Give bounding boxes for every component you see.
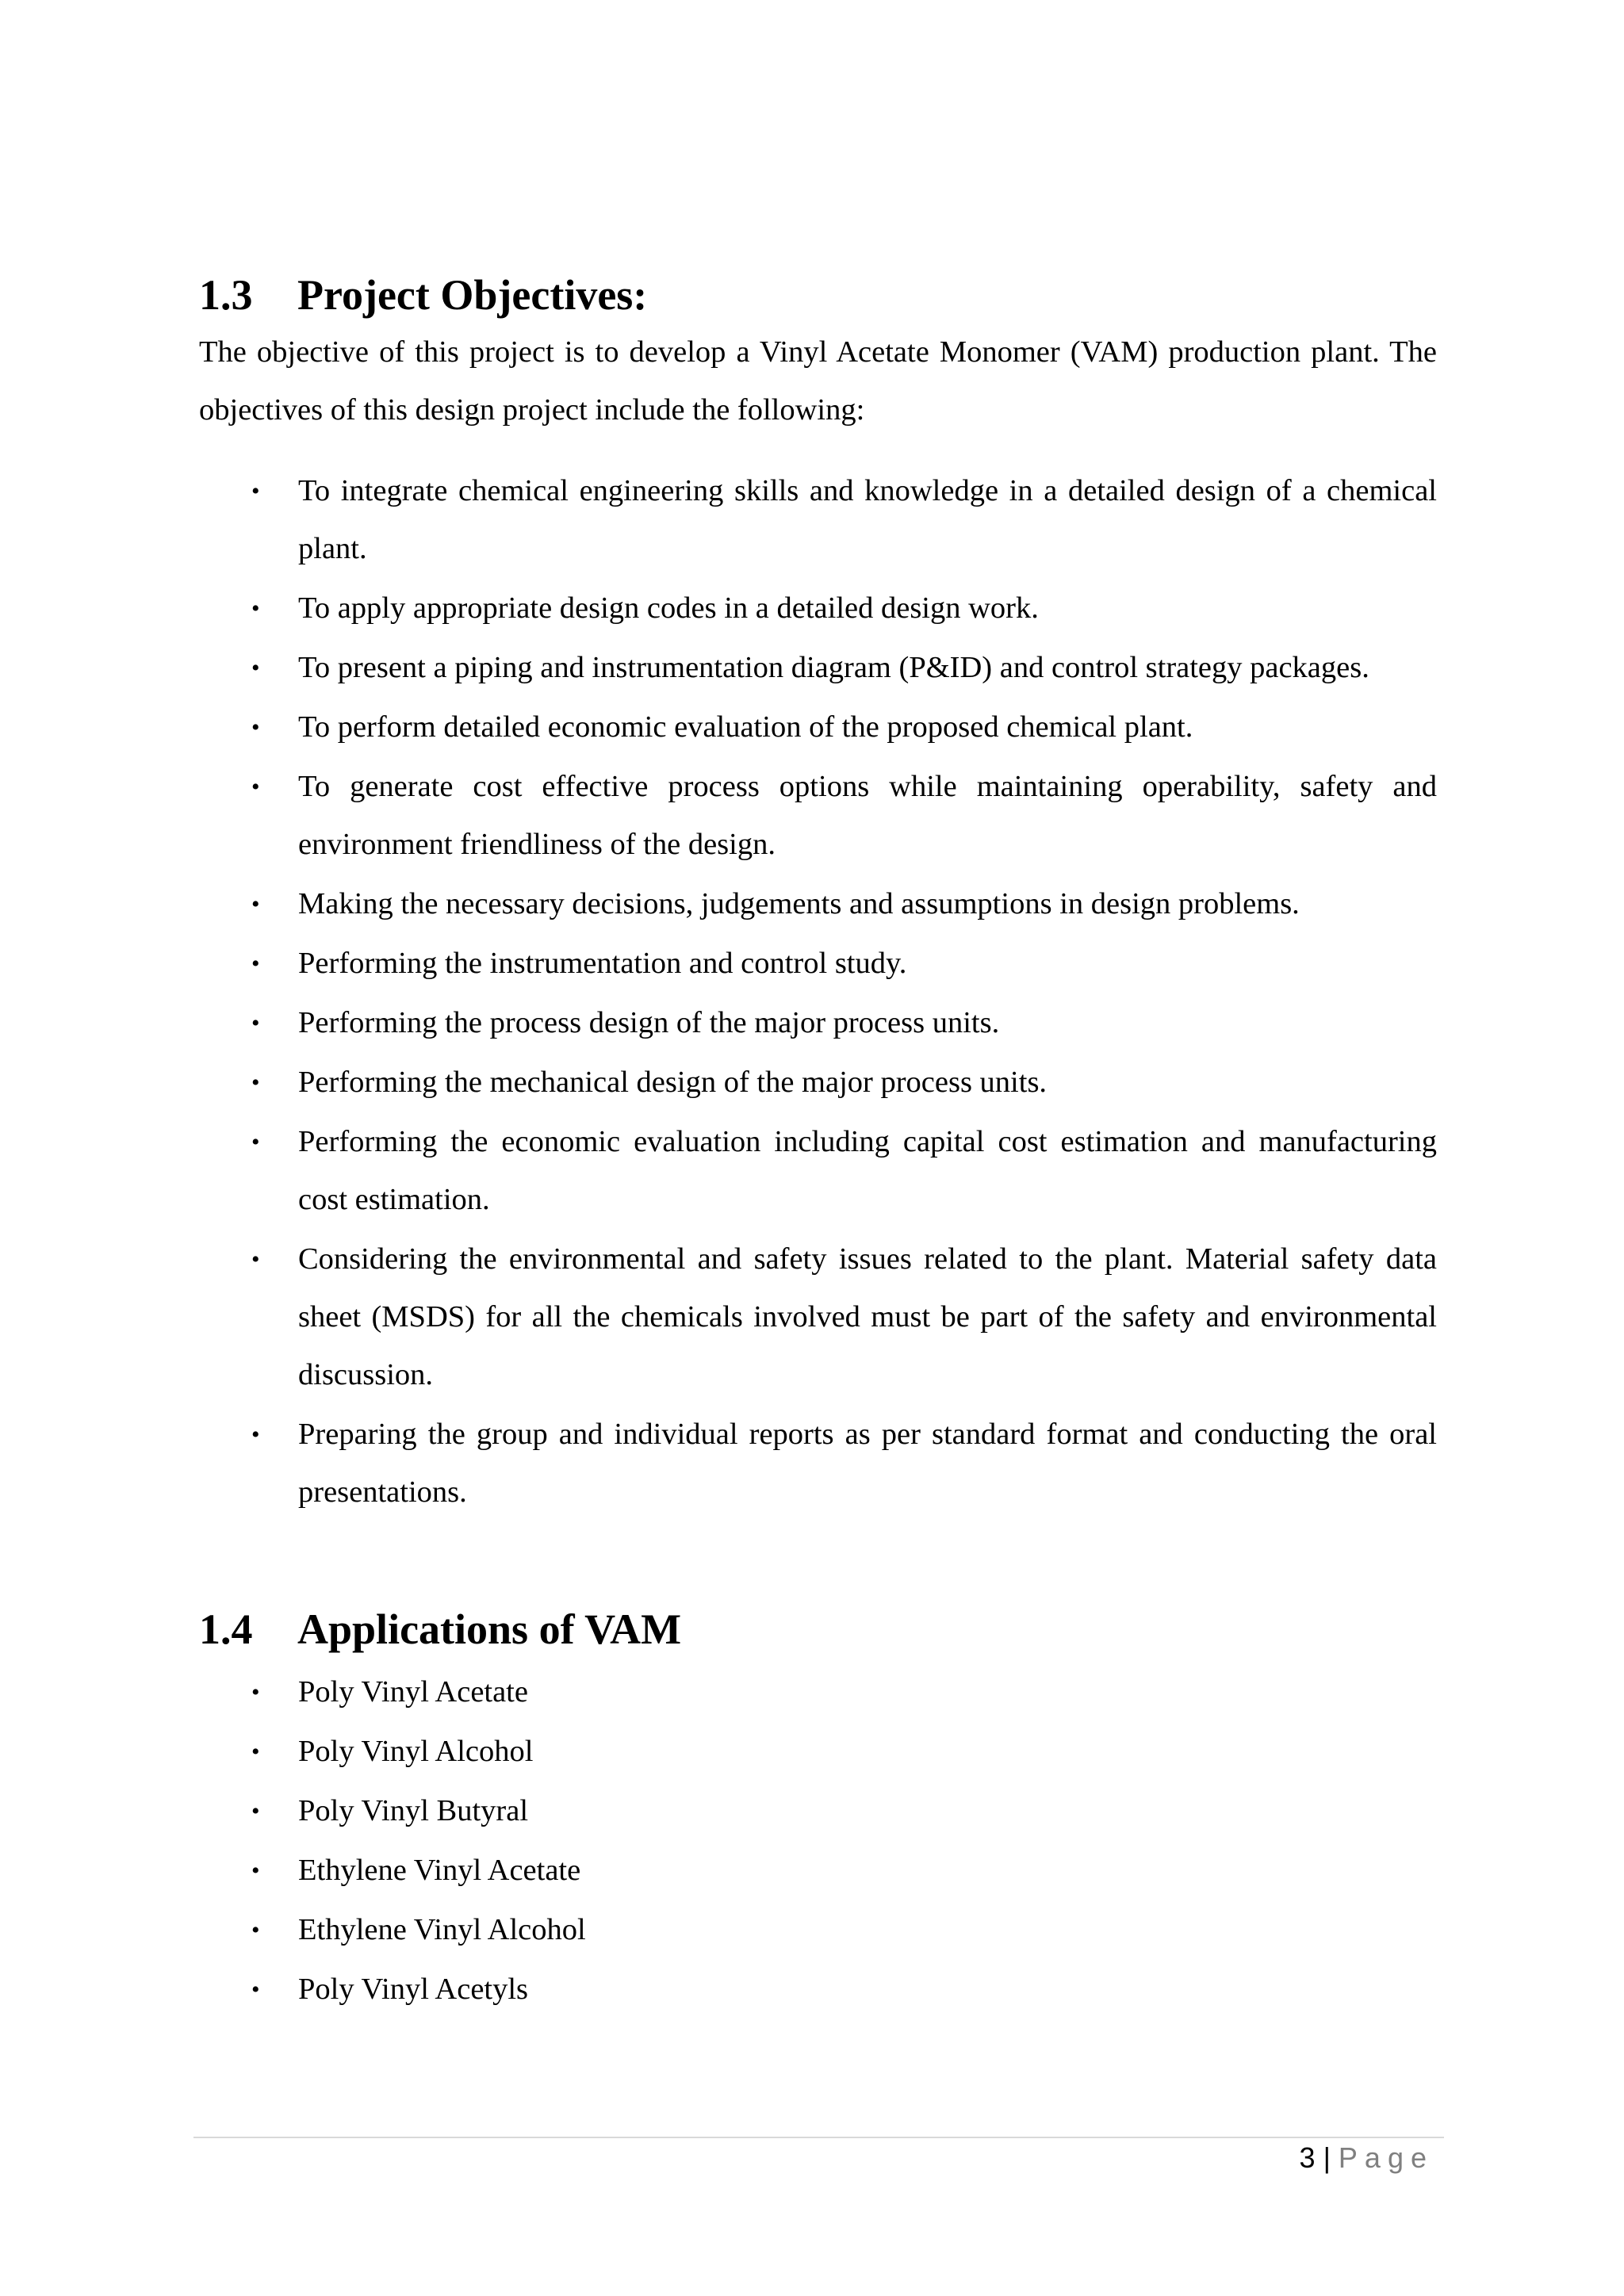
page-number: 3	[1299, 2141, 1316, 2174]
list-item: • Considering the environmental and safety issues related to the plant. Material safety data sheet (MSDS) for all the chemicals involved must be part of the safety and environmental discussion.	[199, 1230, 1437, 1404]
bullet-icon: •	[251, 595, 260, 622]
footer-divider	[193, 2137, 1444, 2138]
list-item: • Performing the economic evaluation including capital cost estimation and manufacturing cost estimation.	[199, 1113, 1437, 1229]
bullet-icon: •	[251, 477, 260, 504]
list-item: • Performing the instrumentation and control study.	[199, 935, 1437, 993]
bullet-icon: •	[251, 1738, 260, 1765]
bullet-icon: •	[251, 1246, 260, 1272]
list-item: • Performing the process design of the major process units.	[199, 994, 1437, 1052]
objectives-intro: The objective of this project is to develop a Vinyl Acetate Monomer (VAM) production plant. The objectives of this design project include the following:	[199, 335, 1437, 427]
page-content	[199, 270, 1437, 2020]
applications-list	[199, 1663, 1437, 2019]
bullet-icon: •	[251, 1916, 260, 1943]
footer-separator: |	[1323, 2141, 1331, 2174]
list-item: • Poly Vinyl Acetate	[199, 1663, 1437, 1721]
page-label: Page	[1338, 2141, 1434, 2174]
list-item: • Poly Vinyl Butyral	[199, 1782, 1437, 1840]
bullet-icon: •	[251, 1976, 260, 2003]
list-item: • Making the necessary decisions, judgements and assumptions in design problems.	[199, 875, 1437, 933]
list-item: • Poly Vinyl Acetyls	[199, 1961, 1437, 2019]
bullet-icon: •	[251, 1421, 260, 1448]
list-item: • To perform detailed economic evaluation of the proposed chemical plant.	[199, 698, 1437, 756]
section-title: Applications of VAM	[297, 1605, 682, 1653]
page-footer	[1300, 2141, 1434, 2175]
bullet-icon: •	[251, 1678, 260, 1705]
bullet-icon: •	[251, 1797, 260, 1824]
section-number: 1.3	[199, 271, 253, 319]
section-heading-1-4	[199, 1604, 1437, 1655]
section-heading-1-3	[199, 270, 1437, 321]
list-item: • To integrate chemical engineering skills and knowledge in a detailed design of a chemical plant.	[199, 462, 1437, 578]
list-item: • Poly Vinyl Alcohol	[199, 1723, 1437, 1781]
section-number: 1.4	[199, 1605, 253, 1653]
bullet-icon: •	[251, 890, 260, 917]
objectives-list	[199, 462, 1437, 1521]
bullet-icon: •	[251, 714, 260, 740]
list-item: • To apply appropriate design codes in a detailed design work.	[199, 580, 1437, 637]
list-item: • Ethylene Vinyl Acetate	[199, 1842, 1437, 1900]
bullet-icon: •	[251, 654, 260, 681]
bullet-icon: •	[251, 1009, 260, 1036]
bullet-icon: •	[251, 1128, 260, 1155]
bullet-icon: •	[251, 950, 260, 977]
bullet-icon: •	[251, 773, 260, 800]
bullet-icon: •	[251, 1069, 260, 1096]
list-item: • To generate cost effective process options while maintaining operability, safety and environment friendliness of the design.	[199, 758, 1437, 874]
bullet-icon: •	[251, 1857, 260, 1884]
section-title: Project Objectives:	[297, 271, 648, 319]
list-item: • Ethylene Vinyl Alcohol	[199, 1901, 1437, 1959]
list-item: • Preparing the group and individual reports as per standard format and conducting the oral presentations.	[199, 1406, 1437, 1521]
list-item: • To present a piping and instrumentation diagram (P&ID) and control strategy packages.	[199, 639, 1437, 697]
list-item: • Performing the mechanical design of the major process units.	[199, 1054, 1437, 1112]
